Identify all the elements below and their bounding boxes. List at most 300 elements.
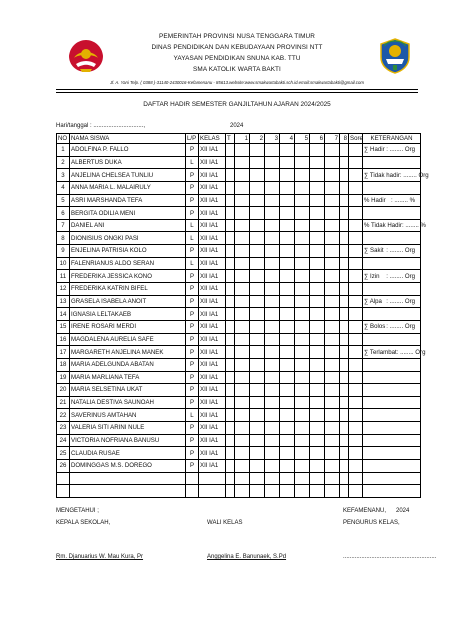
row-day-cell <box>340 156 349 169</box>
row-day-cell <box>349 181 363 194</box>
row-day-cell <box>265 181 280 194</box>
row-day-cell <box>349 232 363 245</box>
row-no: 14 <box>57 308 70 321</box>
row-nama: MARGARETH ANJELINA MANEK <box>70 346 186 359</box>
row-day-cell <box>349 283 363 296</box>
row-no: 15 <box>57 320 70 333</box>
row-keterangan <box>363 320 421 333</box>
row-day-cell <box>349 295 363 308</box>
row-lp: P <box>186 447 199 460</box>
table-row <box>57 156 421 169</box>
row-day-cell <box>340 346 349 359</box>
row-keterangan <box>363 460 421 473</box>
col-day-6: 6 <box>310 134 325 144</box>
row-day-cell <box>265 245 280 258</box>
table-row <box>57 232 421 245</box>
row-day-cell <box>340 409 349 422</box>
row-keterangan <box>363 358 421 371</box>
row-keterangan <box>363 434 421 447</box>
row-nama: GRASELA ISABELA ANOIT <box>70 295 186 308</box>
row-day-cell <box>325 270 340 283</box>
row-day-cell <box>226 371 235 384</box>
row-day-cell <box>340 181 349 194</box>
table-row <box>57 257 421 270</box>
row-kelas: XII IA1 <box>199 283 226 296</box>
row-no: 4 <box>57 181 70 194</box>
table-row <box>57 270 421 283</box>
row-day-cell <box>265 409 280 422</box>
row-day-cell <box>235 320 250 333</box>
keterangan-value: : ........ Org <box>399 171 429 179</box>
row-day-cell <box>226 447 235 460</box>
row-nama: MARIA MARLIANA TEFA <box>70 371 186 384</box>
row-day-cell <box>310 295 325 308</box>
pengurus-kelas-name: ........................................................ <box>343 554 437 560</box>
row-lp: P <box>186 194 199 207</box>
row-day-cell <box>295 232 310 245</box>
row-day-cell <box>250 333 265 346</box>
row-day-cell <box>280 169 295 182</box>
table-row <box>57 308 421 321</box>
row-day-cell <box>280 358 295 371</box>
row-day-cell <box>265 396 280 409</box>
row-day-cell <box>280 346 295 359</box>
row-day-cell <box>250 396 265 409</box>
row-day-cell <box>226 257 235 270</box>
row-day-cell <box>325 333 340 346</box>
empty-cell <box>363 472 421 485</box>
row-day-cell <box>265 434 280 447</box>
row-day-cell <box>349 270 363 283</box>
row-day-cell <box>280 422 295 435</box>
row-no: 3 <box>57 169 70 182</box>
row-day-cell <box>349 144 363 157</box>
kop-line-3: YAYASAN PENDIDIKAN SNUNA KAB. TTU <box>173 55 301 62</box>
row-day-cell <box>265 320 280 333</box>
empty-cell <box>349 485 363 498</box>
row-lp: P <box>186 333 199 346</box>
row-no: 13 <box>57 295 70 308</box>
kop-line-2: DINAS PENDIDIKAN DAN KEBUDAYAAN PROVINSI NTT <box>151 44 323 51</box>
row-kelas: XII IA1 <box>199 219 226 232</box>
table-row <box>57 181 421 194</box>
row-day-cell <box>280 396 295 409</box>
row-day-cell <box>325 371 340 384</box>
row-day-cell <box>235 207 250 220</box>
row-keterangan <box>363 295 421 308</box>
row-day-cell <box>226 219 235 232</box>
row-day-cell <box>265 232 280 245</box>
row-day-cell <box>235 396 250 409</box>
row-day-cell <box>325 257 340 270</box>
row-lp: P <box>186 245 199 258</box>
row-day-cell <box>280 257 295 270</box>
row-kelas: XII IA1 <box>199 346 226 359</box>
row-lp: L <box>186 219 199 232</box>
col-nama: NAMA SISWA <box>70 134 186 144</box>
col-skor: Sore <box>350 135 363 142</box>
row-day-cell <box>265 169 280 182</box>
row-day-cell <box>310 333 325 346</box>
row-day-cell <box>349 219 363 232</box>
row-kelas: XII IA1 <box>199 232 226 245</box>
row-kelas: XII IA1 <box>199 194 226 207</box>
row-day-cell <box>235 270 250 283</box>
row-day-cell <box>280 384 295 397</box>
table-row <box>57 245 421 258</box>
row-day-cell <box>349 207 363 220</box>
row-kelas: XII IA1 <box>199 320 226 333</box>
row-day-cell <box>226 270 235 283</box>
row-day-cell <box>310 396 325 409</box>
keterangan-text <box>364 297 419 306</box>
row-lp: P <box>186 295 199 308</box>
row-kelas: XII IA1 <box>199 295 226 308</box>
col-day-2: 2 <box>250 134 265 144</box>
row-day-cell <box>325 396 340 409</box>
empty-cell <box>186 485 199 498</box>
col-day-5: 5 <box>295 134 310 144</box>
row-nama: DOMINGGAS M.S. DOREGO <box>70 460 186 473</box>
row-day-cell <box>295 346 310 359</box>
row-day-cell <box>250 245 265 258</box>
row-day-cell <box>250 308 265 321</box>
row-day-cell <box>310 156 325 169</box>
row-day-cell <box>226 320 235 333</box>
empty-cell <box>363 485 421 498</box>
row-keterangan <box>363 371 421 384</box>
row-day-cell <box>349 308 363 321</box>
mengetahui-label: MENGETAHUI ; <box>56 508 99 514</box>
row-day-cell <box>310 207 325 220</box>
keterangan-label: ∑ Bolos <box>364 323 386 331</box>
row-day-cell <box>295 371 310 384</box>
row-lp: P <box>186 270 199 283</box>
row-kelas: XII IA1 <box>199 384 226 397</box>
row-day-cell <box>250 232 265 245</box>
table-row <box>57 409 421 422</box>
row-day-cell <box>226 283 235 296</box>
row-day-cell <box>250 144 265 157</box>
row-day-cell <box>340 283 349 296</box>
row-day-cell <box>280 295 295 308</box>
row-day-cell <box>226 422 235 435</box>
row-day-cell <box>265 219 280 232</box>
row-nama: NATALIA DESTIVA SAUNOAH <box>70 396 186 409</box>
row-lp: P <box>186 434 199 447</box>
row-day-cell <box>340 358 349 371</box>
row-no: 2 <box>57 156 70 169</box>
row-day-cell <box>280 447 295 460</box>
row-day-cell <box>310 447 325 460</box>
row-nama: FALENRIANUS ALDO SERAN <box>70 257 186 270</box>
row-day-cell <box>280 207 295 220</box>
row-day-cell <box>235 447 250 460</box>
row-day-cell <box>235 333 250 346</box>
empty-cell <box>265 472 280 485</box>
row-nama: CLAUDIA RUSAE <box>70 447 186 460</box>
row-day-cell <box>349 371 363 384</box>
row-nama: VALERIA SITI ARINI NULE <box>70 422 186 435</box>
table-row-empty <box>57 472 421 485</box>
row-day-cell <box>295 447 310 460</box>
pengurus-kelas-label: PENGURUS KELAS, <box>343 520 400 526</box>
row-day-cell <box>226 194 235 207</box>
empty-cell <box>226 485 235 498</box>
row-day-cell <box>340 333 349 346</box>
keterangan-value: : ........ Org <box>386 247 415 255</box>
row-day-cell <box>349 194 363 207</box>
row-day-cell <box>325 144 340 157</box>
empty-cell <box>340 472 349 485</box>
row-lp: L <box>186 232 199 245</box>
row-day-cell <box>265 384 280 397</box>
row-no: 22 <box>57 409 70 422</box>
empty-cell <box>295 472 310 485</box>
keterangan-value: : ........ % <box>401 222 426 230</box>
row-kelas: XII IA1 <box>199 333 226 346</box>
row-day-cell <box>310 219 325 232</box>
row-day-cell <box>325 434 340 447</box>
row-day-cell <box>340 232 349 245</box>
row-day-cell <box>226 169 235 182</box>
row-lp: P <box>186 207 199 220</box>
row-no: 21 <box>57 396 70 409</box>
row-kelas: XII IA1 <box>199 434 226 447</box>
keterangan-value: : ........ Org <box>396 348 426 356</box>
row-day-cell <box>280 270 295 283</box>
row-day-cell <box>226 358 235 371</box>
empty-cell <box>70 472 186 485</box>
row-day-cell <box>280 333 295 346</box>
row-day-cell <box>250 422 265 435</box>
row-day-cell <box>226 245 235 258</box>
row-day-cell <box>295 219 310 232</box>
row-kelas: XII IA1 <box>199 396 226 409</box>
row-nama: DANIEL ANI <box>70 219 186 232</box>
row-day-cell <box>250 409 265 422</box>
col-no: NO <box>57 134 70 144</box>
row-lp: P <box>186 144 199 157</box>
row-day-cell <box>250 283 265 296</box>
row-day-cell <box>265 346 280 359</box>
keterangan-value: : ........ Org <box>386 298 415 305</box>
row-nama: FREDERIKA KATRIN BIFEL <box>70 283 186 296</box>
row-day-cell <box>325 460 340 473</box>
keterangan-value: : ........ Org <box>386 146 415 154</box>
row-day-cell <box>265 257 280 270</box>
row-day-cell <box>280 409 295 422</box>
row-day-cell <box>325 207 340 220</box>
keterangan-label: ∑ Tidak hadir <box>364 171 400 179</box>
keterangan-text <box>364 196 419 205</box>
row-day-cell <box>280 371 295 384</box>
row-kelas: XII IA1 <box>199 422 226 435</box>
row-day-cell <box>295 156 310 169</box>
row-day-cell <box>250 181 265 194</box>
keterangan-text <box>364 171 429 180</box>
row-day-cell <box>235 194 250 207</box>
row-keterangan <box>363 257 421 270</box>
row-no: 19 <box>57 371 70 384</box>
row-day-cell <box>340 396 349 409</box>
row-day-cell <box>265 447 280 460</box>
keterangan-label: ∑ Sakit <box>364 247 384 255</box>
row-keterangan <box>363 384 421 397</box>
row-lp: L <box>186 257 199 270</box>
row-keterangan <box>363 333 421 346</box>
row-nama: DIONISIUS ONGKI PASI <box>70 232 186 245</box>
row-keterangan <box>363 181 421 194</box>
row-nama: ANNA MARIA L. MALAIRULY <box>70 181 186 194</box>
row-day-cell <box>265 333 280 346</box>
row-day-cell <box>226 434 235 447</box>
keterangan-value: : ........ Org <box>386 323 415 331</box>
table-row <box>57 371 421 384</box>
row-day-cell <box>310 308 325 321</box>
row-day-cell <box>226 384 235 397</box>
row-day-cell <box>265 422 280 435</box>
row-nama: ASRI MARSHANDA TEFA <box>70 194 186 207</box>
kop-line-1: PEMERINTAH PROVINSI NUSA TENGGARA TIMUR <box>159 33 315 40</box>
row-day-cell <box>325 346 340 359</box>
row-no: 23 <box>57 422 70 435</box>
row-day-cell <box>226 346 235 359</box>
row-day-cell <box>265 460 280 473</box>
row-day-cell <box>295 320 310 333</box>
row-day-cell <box>235 232 250 245</box>
table-row <box>57 333 421 346</box>
col-keterangan: KETERANGAN <box>363 134 421 144</box>
row-lp: P <box>186 460 199 473</box>
row-no: 10 <box>57 257 70 270</box>
row-day-cell <box>349 460 363 473</box>
row-day-cell <box>325 169 340 182</box>
row-day-cell <box>310 384 325 397</box>
row-day-cell <box>250 358 265 371</box>
row-day-cell <box>265 144 280 157</box>
col-day-4: 4 <box>280 134 295 144</box>
row-day-cell <box>325 320 340 333</box>
row-no: 25 <box>57 447 70 460</box>
row-day-cell <box>295 333 310 346</box>
attendance-table <box>56 133 429 498</box>
row-day-cell <box>235 257 250 270</box>
row-day-cell <box>310 422 325 435</box>
row-day-cell <box>250 207 265 220</box>
row-day-cell <box>310 245 325 258</box>
row-day-cell <box>280 434 295 447</box>
row-keterangan <box>363 207 421 220</box>
row-no: 5 <box>57 194 70 207</box>
row-day-cell <box>226 295 235 308</box>
row-day-cell <box>280 232 295 245</box>
table-row <box>57 346 421 359</box>
table-row <box>57 194 421 207</box>
empty-cell <box>186 472 199 485</box>
row-lp: P <box>186 422 199 435</box>
row-day-cell <box>349 156 363 169</box>
date-year: 2024 <box>230 123 244 129</box>
row-day-cell <box>310 371 325 384</box>
row-day-cell <box>226 460 235 473</box>
row-day-cell <box>349 447 363 460</box>
kepala-sekolah-name: Rm. Djanuarius W. Mau Kura, Pr <box>56 554 144 560</box>
row-day-cell <box>310 257 325 270</box>
row-day-cell <box>349 257 363 270</box>
row-day-cell <box>265 194 280 207</box>
row-lp: P <box>186 384 199 397</box>
row-day-cell <box>265 358 280 371</box>
col-day-3: 3 <box>265 134 280 144</box>
row-day-cell <box>295 295 310 308</box>
row-day-cell <box>295 181 310 194</box>
row-day-cell <box>250 295 265 308</box>
table-row <box>57 283 421 296</box>
empty-cell <box>199 485 226 498</box>
row-day-cell <box>280 320 295 333</box>
empty-cell <box>199 472 226 485</box>
row-day-cell <box>349 384 363 397</box>
row-day-cell <box>250 257 265 270</box>
empty-cell <box>57 485 70 498</box>
row-no: 7 <box>57 219 70 232</box>
table-row <box>57 384 421 397</box>
row-day-cell <box>235 384 250 397</box>
row-day-cell <box>349 409 363 422</box>
row-day-cell <box>340 295 349 308</box>
row-no: 26 <box>57 460 70 473</box>
keterangan-label: ∑ Izin <box>364 272 380 280</box>
empty-cell <box>235 472 250 485</box>
row-day-cell <box>310 232 325 245</box>
row-keterangan <box>363 144 421 157</box>
empty-cell <box>250 472 265 485</box>
row-no: 16 <box>57 333 70 346</box>
empty-cell <box>70 485 186 498</box>
row-nama: MAGDALENA AURELIA SAFE <box>70 333 186 346</box>
row-day-cell <box>310 270 325 283</box>
row-day-cell <box>265 308 280 321</box>
row-lp: P <box>186 358 199 371</box>
row-day-cell <box>235 422 250 435</box>
row-day-cell <box>340 270 349 283</box>
row-day-cell <box>340 169 349 182</box>
keterangan-value: : ........ Org <box>386 272 415 280</box>
keterangan-text <box>364 221 426 230</box>
row-no: 17 <box>57 346 70 359</box>
row-day-cell <box>265 156 280 169</box>
row-day-cell <box>226 396 235 409</box>
row-day-cell <box>310 320 325 333</box>
row-no: 1 <box>57 144 70 157</box>
row-day-cell <box>325 219 340 232</box>
row-day-cell <box>250 156 265 169</box>
row-no: 20 <box>57 384 70 397</box>
row-day-cell <box>325 295 340 308</box>
row-day-cell <box>235 283 250 296</box>
keterangan-text <box>364 348 426 357</box>
row-lp: P <box>186 371 199 384</box>
keterangan-label: % Tidak Hadir <box>364 222 402 230</box>
empty-cell <box>250 485 265 498</box>
row-day-cell <box>226 144 235 157</box>
empty-cell <box>349 472 363 485</box>
keterangan-text <box>364 246 419 255</box>
row-day-cell <box>250 447 265 460</box>
col-t: T <box>226 134 235 144</box>
row-day-cell <box>349 320 363 333</box>
